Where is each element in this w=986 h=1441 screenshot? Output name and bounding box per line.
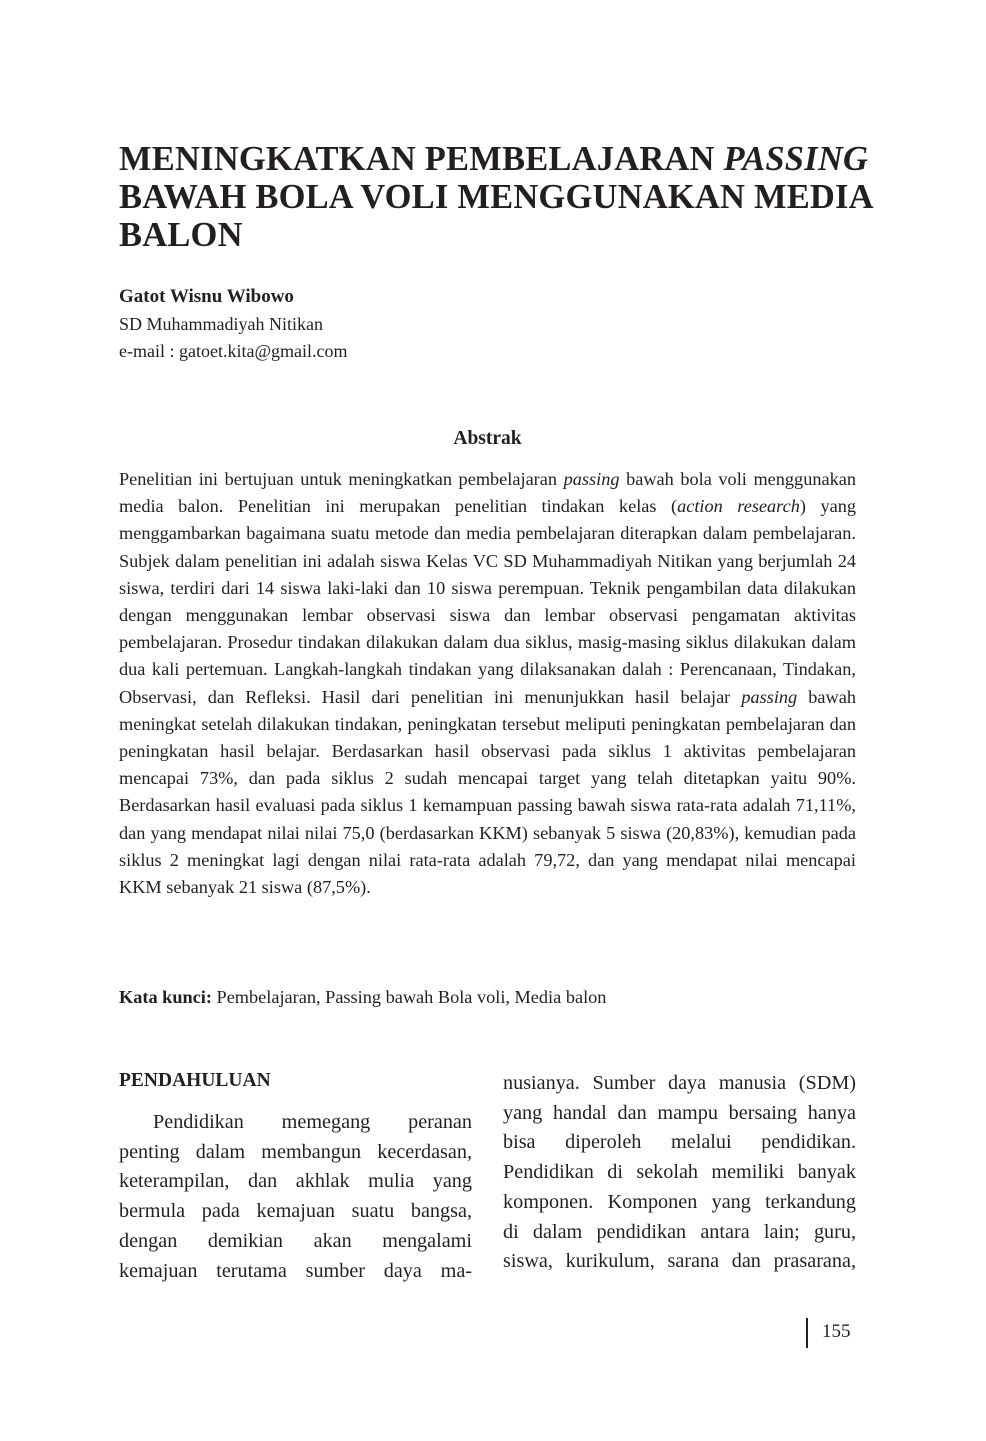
author-name: Gatot Wisnu Wibowo [119, 286, 294, 307]
body-line: Pendidikan di sekolah memiliki banyak [503, 1161, 856, 1184]
abstract-segment-italic: passing [741, 686, 798, 707]
abstract-body [119, 466, 856, 901]
body-line: yang handal dan mampu bersaing hanya [503, 1101, 856, 1124]
body-line: di dalam pendidikan antara lain; guru, [503, 1220, 856, 1243]
body-line: nusianya. Sumber daya manusia (SDM) [503, 1072, 856, 1094]
title-line-1 [119, 140, 879, 178]
page-number: 155 [822, 1321, 851, 1342]
body-line: dengan demikian akan mengalami [119, 1229, 472, 1252]
abstract-segment: ) yang menggambarkan bagaimana suatu metode dan media pembelajaran diterapkan dalam pembelajaran. Subjek dalam penelitian ini adalah siswa Kelas VC SD Muhammadiyah Nitikan yang berjumlah 24 siswa, terdiri dari 14 siswa laki-laki dan 10 siswa perempuan. Teknik pengambilan data dilakukan dengan menggunakan lembar observasi siswa dan lembar observasi pengamatan aktivitas pembelajaran. Prosedur tindakan dilakukan dalam dua siklus, masig-masing siklus dilakukan dalam dua kali pertemuan. Langkah-langkah tindakan yang dilaksanakan dalah : Perencanaan, Tindakan, Observasi, dan Refleksi. Hasil dari penelitian ini menunjukkan hasil belajar [119, 496, 856, 707]
right-column [503, 1069, 856, 1277]
keywords-label: Kata kunci: [119, 987, 212, 1007]
paper-title [119, 140, 879, 254]
title-line-3: BALON [119, 216, 243, 254]
section-heading: PENDAHULUAN [119, 1070, 271, 1091]
abstract-heading: Abstrak [453, 428, 522, 449]
body-line: komponen. Komponen yang terkandung [503, 1190, 856, 1213]
body-line: siswa, kurikulum, sarana dan prasarana, [503, 1250, 856, 1273]
body-line: penting dalam membangun kecerdasan, [119, 1140, 472, 1163]
keywords-value: Pembelajaran, Passing bawah Bola voli, Media balon [211, 987, 607, 1007]
left-column [119, 1108, 472, 1286]
title-line-1-prefix: MENINGKATKAN PEMBELAJARAN [119, 140, 724, 178]
body-line: bermula pada kemajuan suatu bangsa, [119, 1200, 472, 1223]
body-line: keterampilan, dan akhlak mulia yang [119, 1170, 472, 1193]
body-line: Pendidikan memegang peranan [153, 1111, 472, 1133]
title-line-2: BAWAH BOLA VOLI MENGGUNAKAN MEDIA [119, 178, 874, 216]
abstract-segment: Penelitian ini bertujuan untuk meningkatkan pembelajaran [119, 469, 564, 489]
page-number-divider [806, 1318, 808, 1348]
abstract-segment: bawah meningkat setelah dilakukan tindakan, peningkatan tersebut meliputi peningkatan pembelajaran dan peningkatan hasil belajar. Berdasarkan hasil observasi pada siklus 1 aktivitas pembelajaran mencapai 73%, dan pada siklus 2 sudah mencapai target yang telah ditetapkan yaitu 90%. Berdasarkan hasil evaluasi pada siklus 1 kemampuan passing bawah siswa rata-rata adalah 71,11%, dan yang mendapat nilai nilai 75,0 (berdasarkan KKM) sebanyak 5 siswa (20,83%), kemudian pada siklus 2 meningkat lagi dengan nilai rata-rata adalah 79,72, dan yang mendapat nilai mencapai KKM sebanyak 21 siswa (87,5%). [119, 686, 856, 898]
keywords [119, 987, 856, 1008]
abstract-segment: bawah bola voli menggunakan media balon. Penelitian ini merupakan penelitian tindakan kelas ( [119, 469, 856, 517]
author-email: e-mail : gatoet.kita@gmail.com [119, 341, 348, 361]
author-affiliation: SD Muhammadiyah Nitikan [119, 314, 323, 334]
abstract-segment-italic: action research [677, 496, 800, 517]
title-line-1-italic: PASSING [723, 140, 869, 178]
abstract-segment-italic: passing [563, 469, 620, 489]
body-line: kemajuan terutama sumber daya ma- [119, 1259, 472, 1282]
body-line: bisa diperoleh melalui pendidikan. [503, 1131, 856, 1154]
